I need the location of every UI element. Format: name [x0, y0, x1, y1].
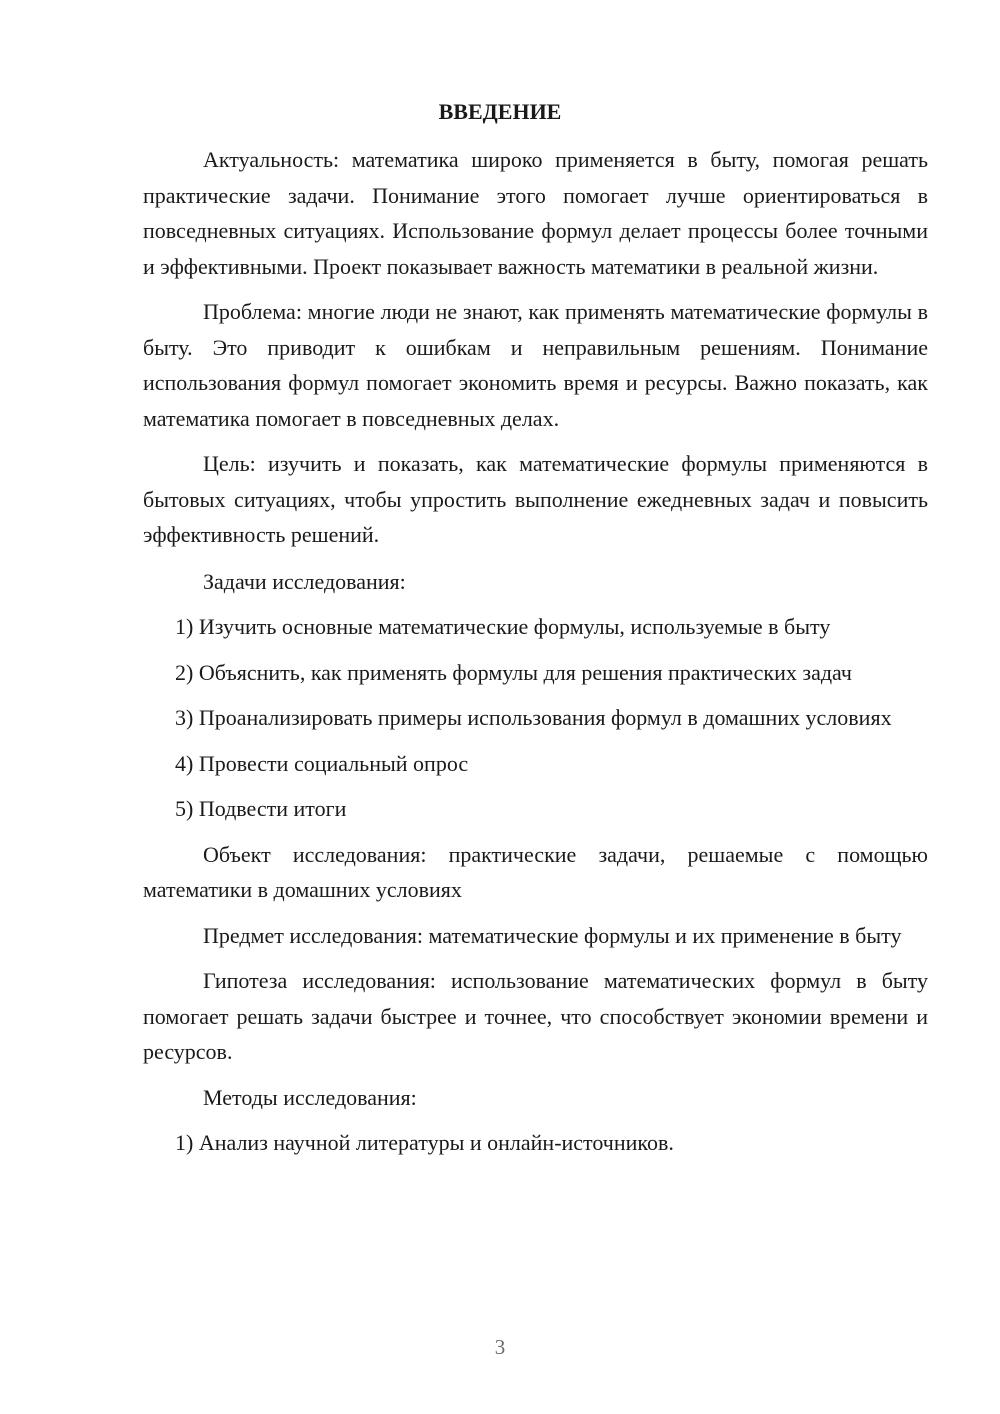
paragraph-subject: Предмет исследования: математические формулы и их применение в быту — [203, 922, 902, 948]
task-item: 5) Подвести итоги — [175, 796, 347, 821]
document-body — [143, 142, 928, 1161]
task-item: 4) Провести социальный опрос — [175, 750, 469, 776]
task-item: 1) Изучить основные математические формулы, используемые в быту — [175, 614, 831, 639]
task-item: 2) Объяснить, как применять формулы для решения практических задач — [175, 659, 852, 685]
paragraph-relevance: Актуальность: математика широко применяется в быту, помогая решать практические задачи. Понимание этого помогает лучше ориентироваться в повседневных ситуациях. Использование формул делает процессы более точными и эффективными. Проект показывает важность математики в реальной жизни. — [143, 147, 928, 279]
paragraph-problem: Проблема: многие люди не знают, как применять математические формулы в быту. Это приводит к ошибкам и неправильным решениям. Понимание использования формул помогает экономить время и ресурсы. Важно показать, как математика помогает в повседневных делах. — [143, 299, 928, 431]
paragraph-hypothesis: Гипотеза исследования: использование математических формул в быту помогает решать задачи быстрее и точнее, что способствует экономии времени и ресурсов. — [143, 968, 928, 1064]
methods-heading: Методы исследования: — [203, 1084, 417, 1110]
section-title: ВВЕДЕНИЕ — [438, 99, 562, 124]
task-item: 3) Проанализировать примеры использования формул в домашних условиях — [175, 705, 892, 730]
page-number: 3 — [494, 1335, 506, 1359]
method-item: 1) Анализ научной литературы и онлайн-источников. — [175, 1130, 674, 1155]
paragraph-object: Объект исследования: практические задачи, решаемые с помощью математики в домашних условиях — [143, 841, 928, 902]
tasks-heading: Задачи исследования: — [203, 568, 406, 594]
paragraph-goal: Цель: изучить и показать, как математические формулы применяются в бытовых ситуациях, чтобы упростить выполнение ежедневных задач и повысить эффективность решений. — [143, 451, 928, 547]
